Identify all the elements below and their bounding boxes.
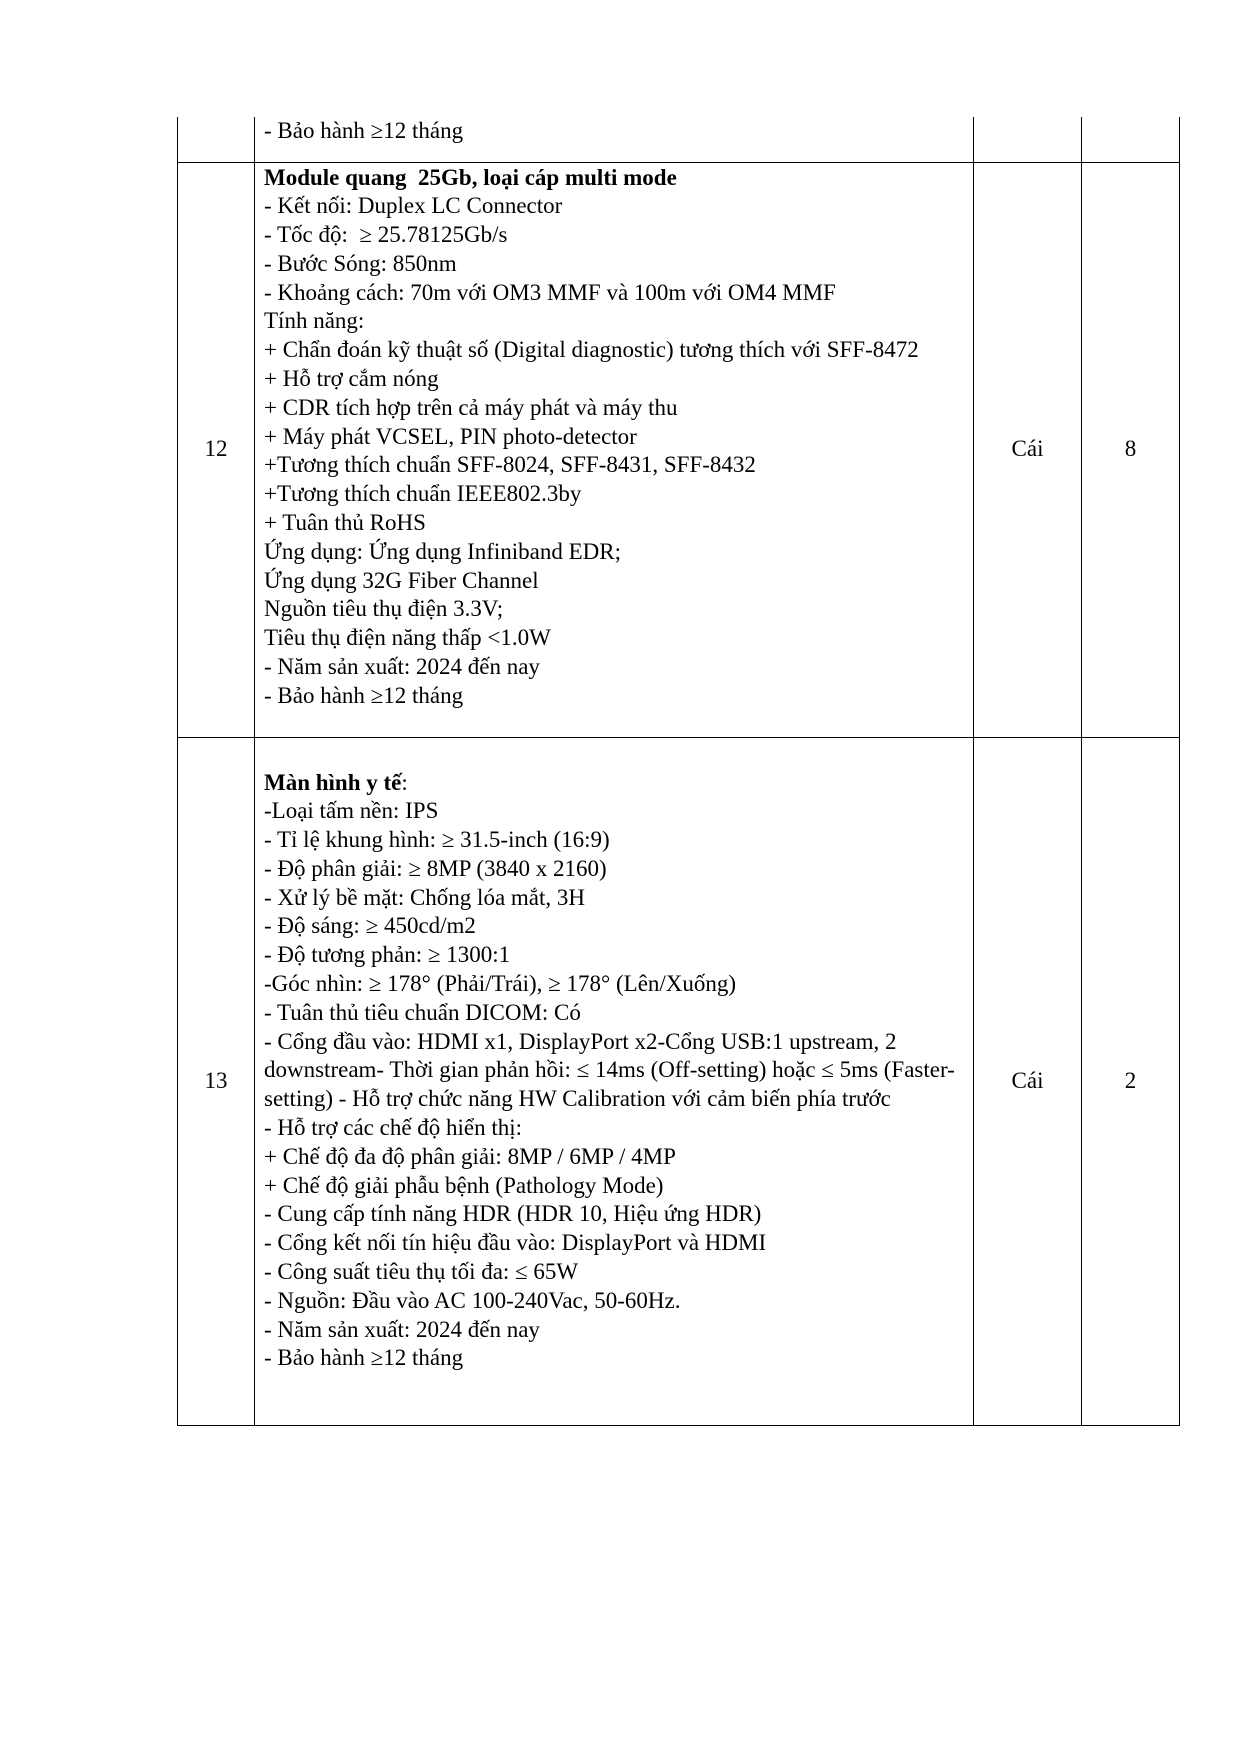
spec-line: - Kết nối: Duplex LC Connector: [264, 193, 563, 219]
item-title-line: [264, 164, 965, 193]
spec-line: - Độ tương phản: ≥ 1300:1: [264, 942, 511, 968]
spec-line: +Tương thích chuẩn SFF-8024, SFF-8431, SFF-8432: [264, 452, 756, 478]
spec-line: - Độ sáng: ≥ 450cd/m2: [264, 913, 476, 939]
item-unit-cell: Cái: [974, 737, 1082, 1425]
spec-line: - Tỉ lệ khung hình: ≥ 31.5-inch (16:9): [264, 827, 610, 853]
spec-line: - Bảo hành ≥12 tháng: [264, 682, 464, 708]
spec-line: + CDR tích hợp trên cả máy phát và máy thu: [264, 394, 678, 420]
spec-line: - Tuân thủ tiêu chuẩn DICOM: Có: [264, 999, 581, 1025]
equipment-spec-table: [177, 117, 1180, 1426]
spec-line: - Bảo hành ≥12 tháng: [264, 1345, 464, 1371]
spec-line: - Độ phân giải: ≥ 8MP (3840 x 2160): [264, 855, 607, 881]
table-row: [178, 162, 1180, 737]
spec-line: - Cổng kết nối tín hiệu đầu vào: DisplayPort và HDMI: [264, 1230, 767, 1256]
item-number-cell: 13: [178, 737, 255, 1425]
table-row: [178, 117, 1180, 162]
item-quantity-cell: 2: [1082, 737, 1180, 1425]
spec-line: + Tuân thủ RoHS: [264, 510, 426, 536]
spec-line: Tính năng:: [264, 308, 365, 334]
spec-line: +Tương thích chuẩn IEEE802.3by: [264, 481, 582, 507]
spec-line: -Góc nhìn: ≥ 178° (Phải/Trái), ≥ 178° (Lên/Xuống): [264, 971, 737, 997]
spec-line: + Chế độ đa độ phân giải: 8MP / 6MP / 4MP: [264, 1143, 676, 1169]
spec-line: Tiêu thụ điện năng thấp <1.0W: [264, 625, 551, 651]
spec-line: -Loại tấm nền: IPS: [264, 798, 439, 824]
spec-line: + Hỗ trợ cắm nóng: [264, 366, 439, 392]
item-description-cell: [255, 117, 974, 162]
item-unit-cell: Cái: [974, 162, 1082, 737]
spec-line: - Bảo hành ≥12 tháng: [264, 118, 464, 143]
spec-line: - Bước Sóng: 850nm: [264, 250, 457, 276]
table-row: [178, 737, 1180, 1425]
spec-line: - Cổng đầu vào: HDMI x1, DisplayPort x2-Cổng USB:1 upstream, 2 downstream- Thời gian phản hồi: ≤ 14ms (Off-setting) hoặc ≤ 5ms (Faster-setting) - Hỗ trợ chức năng HW Calibration với cảm biến phía trước: [264, 1028, 955, 1112]
item-unit-cell: [974, 117, 1082, 162]
item-description-cell: [255, 737, 974, 1425]
spec-line: + Chẩn đoán kỹ thuật số (Digital diagnostic) tương thích với SFF-8472: [264, 337, 919, 363]
spec-line: Ứng dụng: Ứng dụng Infiniband EDR;: [264, 538, 622, 564]
item-title: Module quang 25Gb, loại cáp multi mode: [264, 164, 677, 190]
spec-line: Nguồn tiêu thụ điện 3.3V;: [264, 596, 504, 622]
spec-line: - Cung cấp tính năng HDR (HDR 10, Hiệu ứng HDR): [264, 1201, 762, 1227]
item-title: Màn hình y tế: [264, 769, 402, 795]
spec-line: - Năm sản xuất: 2024 đến nay: [264, 654, 540, 680]
spec-line: - Nguồn: Đầu vào AC 100-240Vac, 50-60Hz.: [264, 1287, 681, 1313]
item-quantity-cell: [1082, 117, 1180, 162]
spec-line: - Khoảng cách: 70m với OM3 MMF và 100m với OM4 MMF: [264, 279, 836, 305]
spec-line: Ứng dụng 32G Fiber Channel: [264, 567, 539, 593]
spec-line: - Hỗ trợ các chế độ hiển thị:: [264, 1115, 523, 1141]
spec-line: - Xử lý bề mặt: Chống lóa mắt, 3H: [264, 884, 586, 910]
spec-line: - Năm sản xuất: 2024 đến nay: [264, 1316, 540, 1342]
item-number-cell: [178, 117, 255, 162]
spec-line: + Máy phát VCSEL, PIN photo-detector: [264, 423, 637, 449]
item-description-cell: [255, 162, 974, 737]
spec-line: + Chế độ giải phẫu bệnh (Pathology Mode): [264, 1172, 664, 1198]
spec-line: - Tốc độ: ≥ 25.78125Gb/s: [264, 222, 508, 248]
item-title-line: [264, 769, 965, 798]
item-number-cell: 12: [178, 162, 255, 737]
spec-line: - Công suất tiêu thụ tối đa: ≤ 65W: [264, 1259, 579, 1285]
item-quantity-cell: 8: [1082, 162, 1180, 737]
item-title-suffix: :: [401, 769, 408, 795]
